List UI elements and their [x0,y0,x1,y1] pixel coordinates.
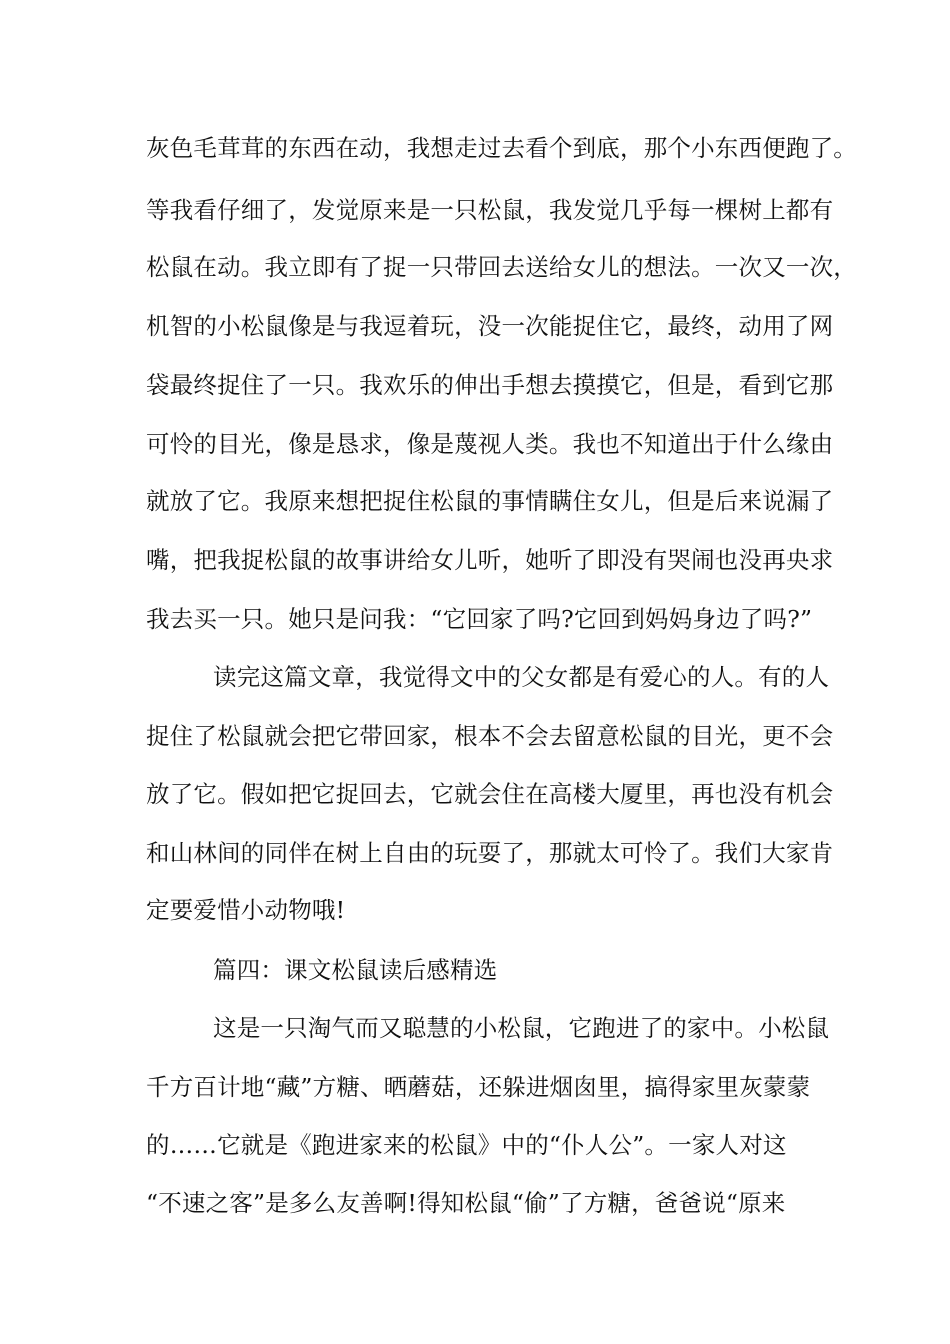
text-line: 机智的小松鼠像是与我逗着玩，没一次能捉住它，最终，动用了网 [146,312,834,340]
text-line: 和山林间的同伴在树上自由的玩耍了，那就太可怜了。我们大家肯 [146,839,834,867]
text-line: 定要爱惜小动物哦! [146,896,346,924]
text-line: 千方百计地“藏”方糖、晒蘑菇，还躲进烟囱里，搞得家里灰蒙蒙 [146,1073,811,1101]
text-line: 等我看仔细了，发觉原来是一只松鼠，我发觉几乎每一棵树上都有 [146,196,834,224]
text-line: 读完这篇文章，我觉得文中的父女都是有爱心的人。有的人 [213,663,830,691]
text-line: 灰色毛茸茸的东西在动，我想走过去看个到底，那个小东西便跑了。 [146,134,857,162]
text-line: 放了它。假如把它捉回去，它就会住在高楼大厦里，再也没有机会 [146,780,834,808]
text-line: 这是一只淘气而又聪慧的小松鼠，它跑进了的家中。小松鼠 [213,1014,830,1042]
text-line: 嘴，把我捉松鼠的故事讲给女儿听，她听了即没有哭闹也没再央求 [146,546,834,574]
text-line: 捉住了松鼠就会把它带回家，根本不会去留意松鼠的目光，更不会 [146,722,834,750]
text-line: 的……它就是《跑进家来的松鼠》中的“仆人公”。一家人对这 [146,1131,787,1159]
text-line: 松鼠在动。我立即有了捉一只带回去送给女儿的想法。一次又一次， [146,253,857,281]
section-heading: 篇四：课文松鼠读后感精选 [213,956,498,984]
text-line: “不速之客”是多么友善啊!得知松鼠“偷”了方糖，爸爸说“原来 [146,1189,786,1217]
text-line: 我去买一只。她只是问我：“它回家了吗?它回到妈妈身边了吗?” [146,605,813,633]
text-line: 袋最终捉住了一只。我欢乐的伸出手想去摸摸它，但是，看到它那 [146,371,834,399]
text-line: 可怜的目光，像是恳求，像是蔑视人类。我也不知道出于什么缘由 [146,430,834,458]
text-line: 就放了它。我原来想把捉住松鼠的事情瞒住女儿，但是后来说漏了 [146,487,834,515]
